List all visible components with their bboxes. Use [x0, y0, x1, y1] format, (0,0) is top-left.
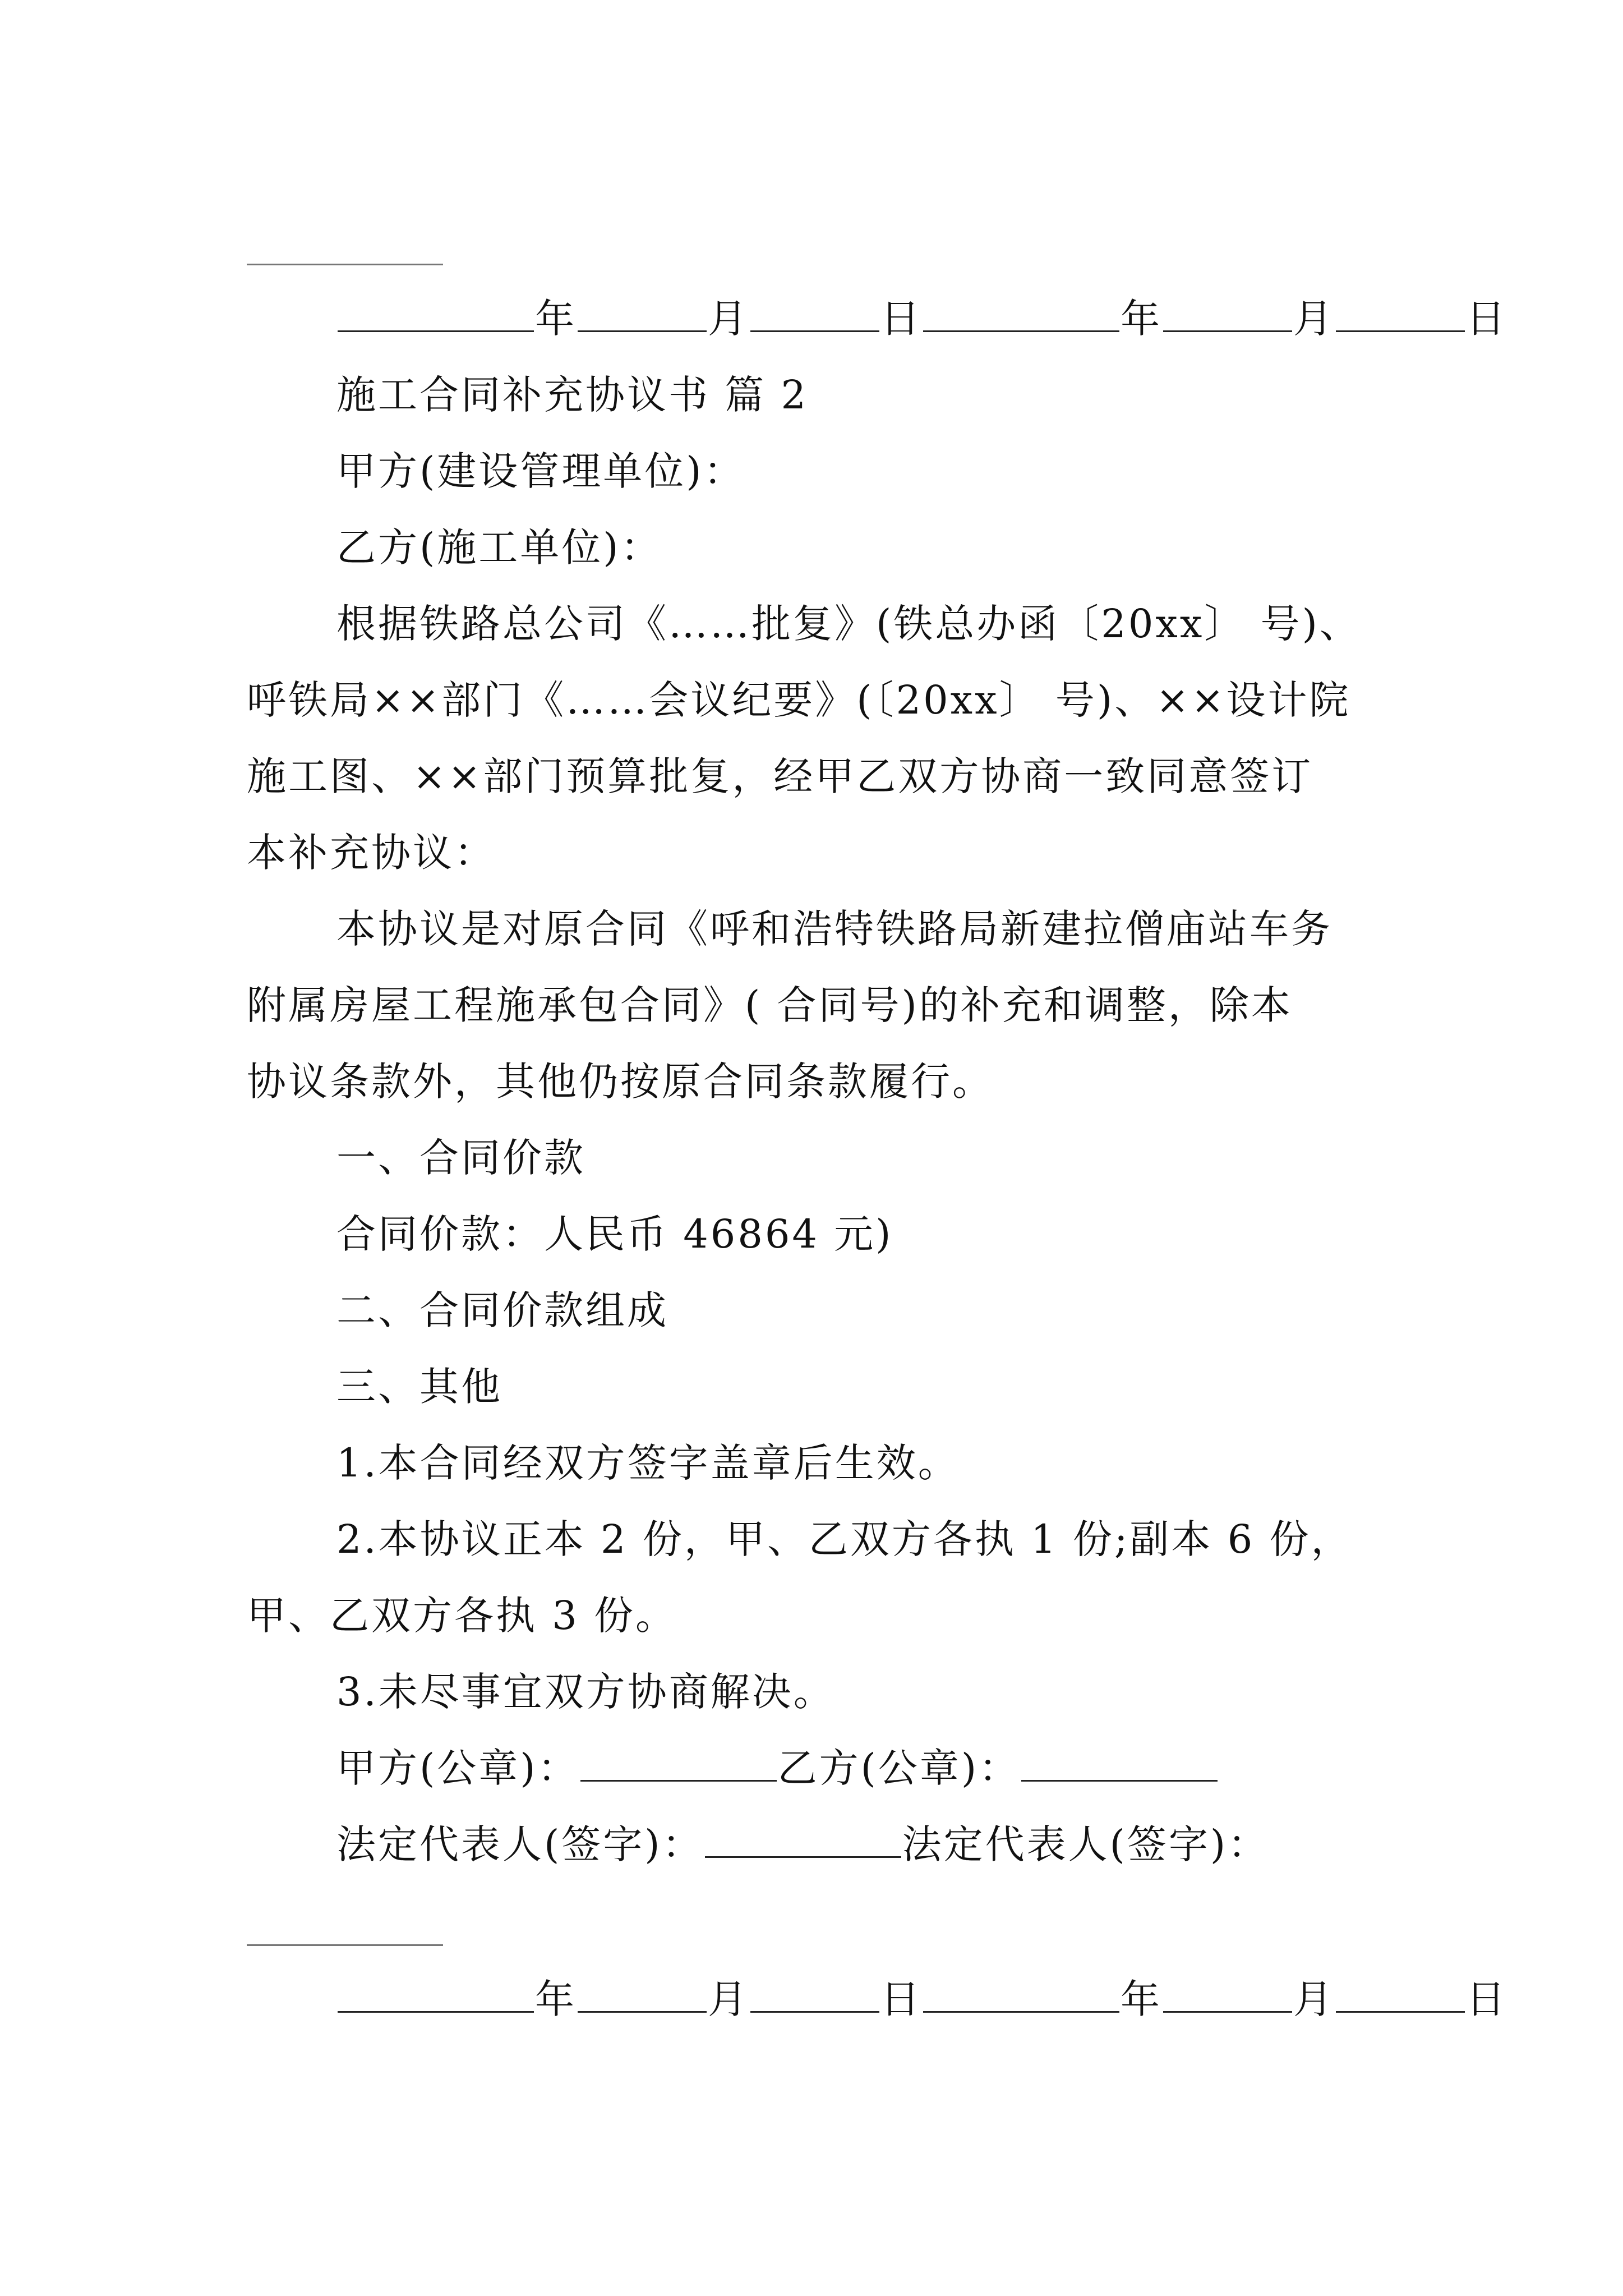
document-heading: 施工合同补充协议书 篇 2: [336, 372, 809, 418]
rep-a-label: 法定代表人(签字)：: [336, 1821, 704, 1867]
contract-price: 合同价款：人民币 46864 元): [336, 1211, 893, 1257]
year-blank: [923, 1977, 1119, 2013]
party-b-line: 乙方(施工单位)：: [336, 524, 662, 570]
representative-row: [336, 1822, 1269, 1867]
day-blank: [750, 1977, 879, 2013]
section-heading: 三、其他: [336, 1364, 502, 1410]
seal-b-label: 乙方(公章)：: [777, 1745, 1021, 1791]
year-label: 年: [1121, 1976, 1162, 2022]
clause-item: 2.本协议正本 2 份，甲、乙双方各执 1 份;副本 6 份，: [336, 1516, 1353, 1562]
clause-item: 甲、乙双方各执 3 份。: [247, 1593, 677, 1639]
month-blank: [578, 297, 707, 332]
month-blank: [1163, 1977, 1292, 2013]
day-blank: [1336, 297, 1465, 332]
month-blank: [1163, 297, 1292, 332]
paragraph-line: 本补充协议：: [247, 830, 496, 876]
paragraph-line: 根据铁路总公司《……批复》(铁总办函〔20xx〕 号)、: [336, 601, 1361, 647]
day-blank: [1336, 1977, 1465, 2013]
signature-line-continuation: [247, 1944, 443, 1946]
party-a-line: 甲方(建设管理单位)：: [336, 448, 745, 494]
signature-line-continuation: [247, 264, 443, 265]
date-row-top: [336, 296, 1507, 341]
month-label: 月: [708, 296, 749, 342]
paragraph-line: 呼铁局××部门《……会议纪要》(〔20xx〕 号)、××设计院: [247, 677, 1351, 723]
paragraph-line: 本协议是对原合同《呼和浩特铁路局新建拉僧庙站车务: [336, 906, 1332, 952]
day-label: 日: [1466, 296, 1507, 342]
day-label: 日: [880, 296, 922, 342]
month-label: 月: [1293, 296, 1335, 342]
year-blank: [338, 297, 534, 332]
year-label: 年: [535, 1976, 577, 2022]
day-label: 日: [1466, 1976, 1507, 2022]
section-heading: 一、合同价款: [336, 1135, 585, 1181]
seal-a-label: 甲方(公章)：: [336, 1745, 579, 1791]
year-blank: [923, 297, 1119, 332]
year-label: 年: [535, 296, 577, 342]
paragraph-line: 附属房屋工程施承包合同》( 合同号)的补充和调整，除本: [247, 982, 1293, 1028]
rep-a-blank: [705, 1823, 901, 1858]
seal-a-blank: [580, 1746, 777, 1782]
rep-b-label: 法定代表人(签字)：: [902, 1821, 1270, 1867]
paragraph-line: 协议条款外，其他仍按原合同条款履行。: [247, 1059, 994, 1105]
year-blank: [338, 1977, 534, 2013]
seal-row: [336, 1746, 1219, 1791]
paragraph-line: 施工图、××部门预算批复，经甲乙双方协商一致同意签订: [247, 753, 1313, 799]
month-label: 月: [708, 1976, 749, 2022]
year-label: 年: [1121, 296, 1162, 342]
month-blank: [578, 1977, 707, 2013]
clause-item: 1.本合同经双方签字盖章后生效。: [336, 1440, 960, 1486]
section-heading: 二、合同价款组成: [336, 1287, 668, 1333]
seal-b-blank: [1021, 1746, 1218, 1782]
day-blank: [750, 297, 879, 332]
date-row-bottom: [336, 1977, 1507, 2022]
day-label: 日: [880, 1976, 922, 2022]
month-label: 月: [1293, 1976, 1335, 2022]
clause-item: 3.未尽事宜双方协商解决。: [336, 1669, 835, 1715]
